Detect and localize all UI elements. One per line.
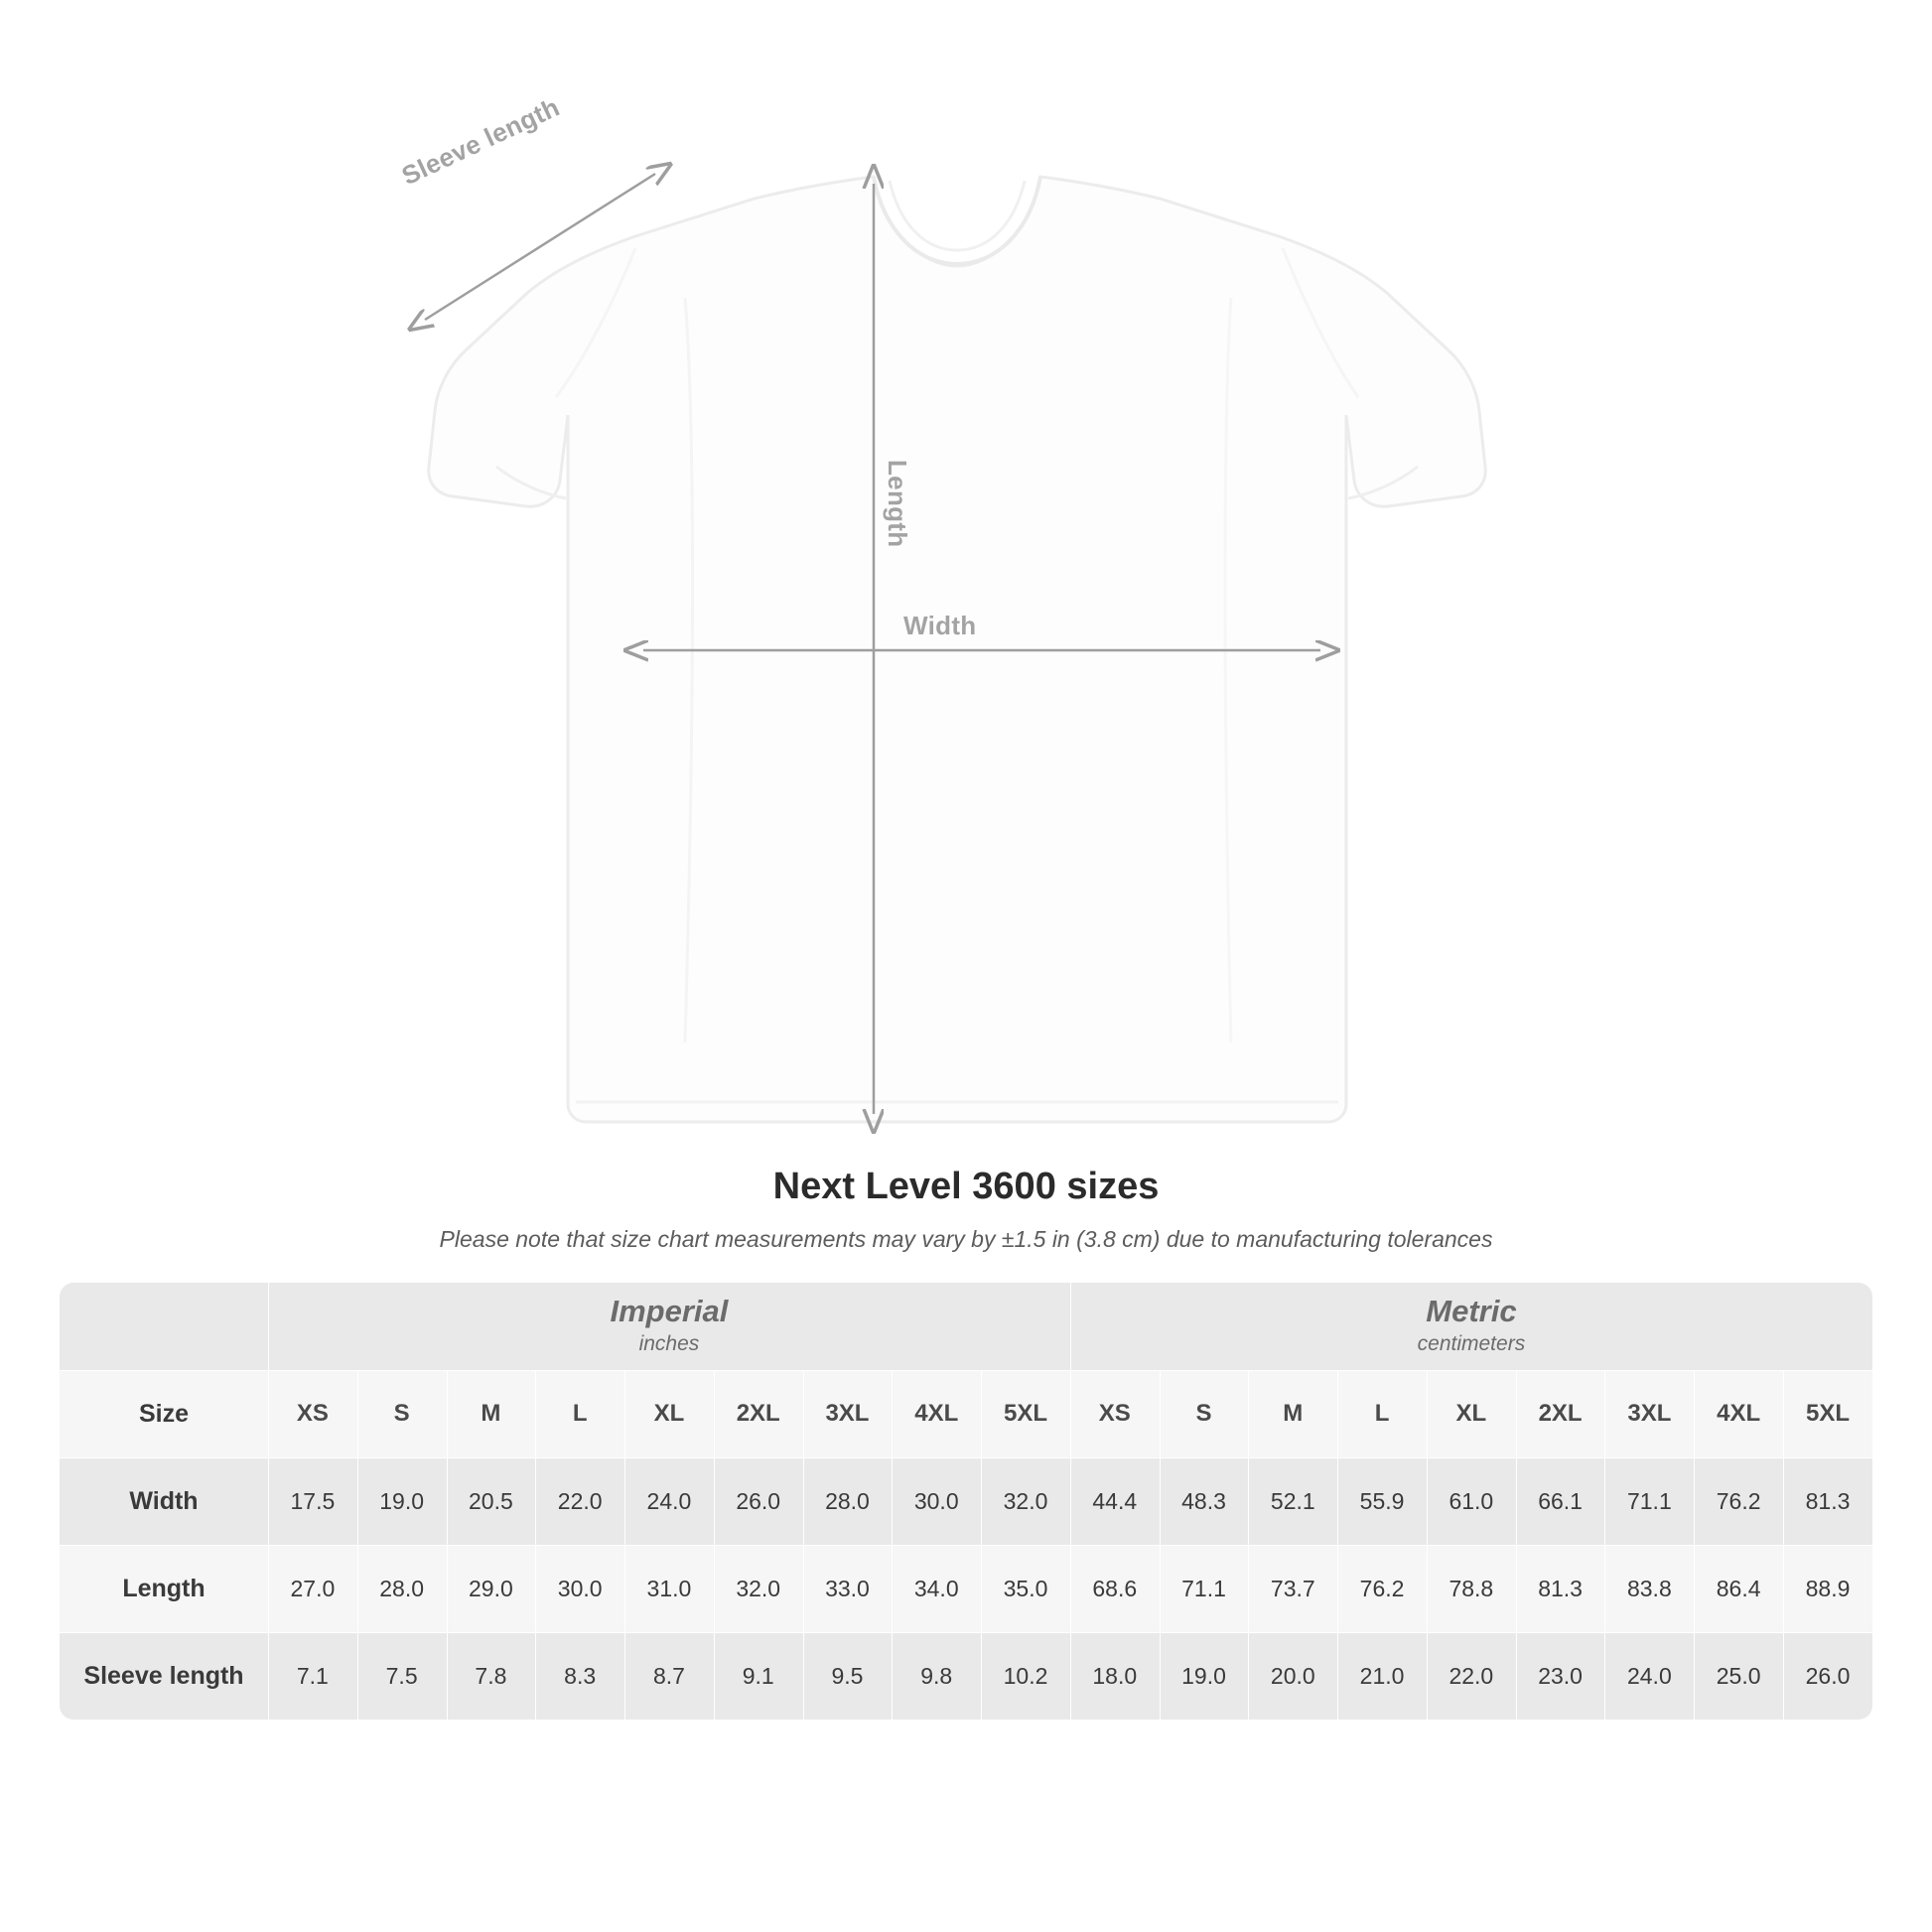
header-size-m-metric: M <box>1248 1370 1337 1457</box>
cell-width-xs-cm: 44.4 <box>1070 1457 1160 1545</box>
header-size-3xl-imperial: 3XL <box>803 1370 893 1457</box>
size-table <box>60 1283 1872 1720</box>
cell-sleeve-2xl-in: 9.1 <box>714 1632 803 1720</box>
header-size-2xl-metric: 2XL <box>1516 1370 1605 1457</box>
cell-sleeve-s-in: 7.5 <box>357 1632 447 1720</box>
cell-width-2xl-cm: 66.1 <box>1516 1457 1605 1545</box>
table-row <box>60 1632 1872 1720</box>
cell-width-s-cm: 48.3 <box>1160 1457 1249 1545</box>
size-header-row <box>60 1370 1872 1457</box>
header-size-3xl-metric: 3XL <box>1604 1370 1694 1457</box>
cell-width-xl-cm: 61.0 <box>1427 1457 1516 1545</box>
cell-length-l-cm: 76.2 <box>1337 1545 1427 1632</box>
unit-imperial-name: Imperial <box>610 1294 729 1329</box>
width-dimension-label: Width <box>903 611 977 640</box>
cell-length-4xl-in: 34.0 <box>892 1545 981 1632</box>
size-table-container <box>60 1283 1872 1720</box>
cell-sleeve-xl-cm: 22.0 <box>1427 1632 1516 1720</box>
header-size-xs-imperial: XS <box>268 1370 357 1457</box>
cell-sleeve-2xl-cm: 23.0 <box>1516 1632 1605 1720</box>
cell-width-m-in: 20.5 <box>447 1457 536 1545</box>
cell-length-3xl-cm: 83.8 <box>1604 1545 1694 1632</box>
cell-sleeve-4xl-in: 9.8 <box>892 1632 981 1720</box>
header-size-m-imperial: M <box>447 1370 536 1457</box>
title-block <box>0 1166 1932 1253</box>
header-size-5xl-metric: 5XL <box>1783 1370 1872 1457</box>
cell-sleeve-m-cm: 20.0 <box>1248 1632 1337 1720</box>
cell-sleeve-xs-in: 7.1 <box>268 1632 357 1720</box>
header-size-4xl-imperial: 4XL <box>892 1370 981 1457</box>
header-size-s-imperial: S <box>357 1370 447 1457</box>
cell-length-4xl-cm: 86.4 <box>1694 1545 1783 1632</box>
cell-length-3xl-in: 33.0 <box>803 1545 893 1632</box>
cell-sleeve-xl-in: 8.7 <box>624 1632 714 1720</box>
cell-length-xl-cm: 78.8 <box>1427 1545 1516 1632</box>
cell-width-m-cm: 52.1 <box>1248 1457 1337 1545</box>
cell-length-xs-in: 27.0 <box>268 1545 357 1632</box>
header-size-4xl-metric: 4XL <box>1694 1370 1783 1457</box>
length-dimension-label: Length <box>883 460 912 548</box>
cell-sleeve-5xl-in: 10.2 <box>981 1632 1070 1720</box>
cell-width-4xl-cm: 76.2 <box>1694 1457 1783 1545</box>
cell-sleeve-l-in: 8.3 <box>535 1632 624 1720</box>
header-size-xl-metric: XL <box>1427 1370 1516 1457</box>
cell-length-m-in: 29.0 <box>447 1545 536 1632</box>
row-label-sleeve-length: Sleeve length <box>60 1632 268 1720</box>
unit-header-row <box>60 1283 1872 1370</box>
cell-width-3xl-cm: 71.1 <box>1604 1457 1694 1545</box>
cell-width-5xl-cm: 81.3 <box>1783 1457 1872 1545</box>
cell-sleeve-4xl-cm: 25.0 <box>1694 1632 1783 1720</box>
header-size-xl-imperial: XL <box>624 1370 714 1457</box>
cell-sleeve-5xl-cm: 26.0 <box>1783 1632 1872 1720</box>
cell-width-3xl-in: 28.0 <box>803 1457 893 1545</box>
cell-length-2xl-cm: 81.3 <box>1516 1545 1605 1632</box>
unit-metric-name: Metric <box>1426 1294 1517 1329</box>
header-size-label: Size <box>60 1370 268 1457</box>
unit-imperial-cell <box>268 1283 1070 1370</box>
header-size-l-imperial: L <box>535 1370 624 1457</box>
cell-length-2xl-in: 32.0 <box>714 1545 803 1632</box>
cell-width-2xl-in: 26.0 <box>714 1457 803 1545</box>
cell-length-xs-cm: 68.6 <box>1070 1545 1160 1632</box>
cell-length-5xl-in: 35.0 <box>981 1545 1070 1632</box>
cell-length-s-cm: 71.1 <box>1160 1545 1249 1632</box>
unit-corner-cell <box>60 1283 268 1370</box>
cell-width-s-in: 19.0 <box>357 1457 447 1545</box>
cell-width-5xl-in: 32.0 <box>981 1457 1070 1545</box>
header-size-2xl-imperial: 2XL <box>714 1370 803 1457</box>
cell-sleeve-m-in: 7.8 <box>447 1632 536 1720</box>
cell-sleeve-xs-cm: 18.0 <box>1070 1632 1160 1720</box>
table-row <box>60 1457 1872 1545</box>
unit-metric-cell <box>1070 1283 1872 1370</box>
row-label-width: Width <box>60 1457 268 1545</box>
header-size-xs-metric: XS <box>1070 1370 1160 1457</box>
cell-width-l-cm: 55.9 <box>1337 1457 1427 1545</box>
cell-width-xl-in: 24.0 <box>624 1457 714 1545</box>
row-label-length: Length <box>60 1545 268 1632</box>
cell-length-s-in: 28.0 <box>357 1545 447 1632</box>
sleeve-length-dimension-label: Sleeve length <box>397 91 565 192</box>
cell-sleeve-l-cm: 21.0 <box>1337 1632 1427 1720</box>
cell-length-m-cm: 73.7 <box>1248 1545 1337 1632</box>
table-row <box>60 1545 1872 1632</box>
cell-width-l-in: 22.0 <box>535 1457 624 1545</box>
cell-length-xl-in: 31.0 <box>624 1545 714 1632</box>
unit-imperial-sub: inches <box>638 1332 700 1356</box>
header-size-s-metric: S <box>1160 1370 1249 1457</box>
tolerance-note: Please note that size chart measurements may vary by ±1.5 in (3.8 cm) due to manufacturing tolerances <box>439 1226 1493 1252</box>
cell-length-5xl-cm: 88.9 <box>1783 1545 1872 1632</box>
cell-sleeve-3xl-cm: 24.0 <box>1604 1632 1694 1720</box>
cell-sleeve-s-cm: 19.0 <box>1160 1632 1249 1720</box>
page-title: Next Level 3600 sizes <box>772 1166 1160 1207</box>
cell-width-xs-in: 17.5 <box>268 1457 357 1545</box>
cell-length-l-in: 30.0 <box>535 1545 624 1632</box>
header-size-l-metric: L <box>1337 1370 1427 1457</box>
cell-sleeve-3xl-in: 9.5 <box>803 1632 893 1720</box>
header-size-5xl-imperial: 5XL <box>981 1370 1070 1457</box>
unit-metric-sub: centimeters <box>1417 1332 1526 1356</box>
cell-width-4xl-in: 30.0 <box>892 1457 981 1545</box>
